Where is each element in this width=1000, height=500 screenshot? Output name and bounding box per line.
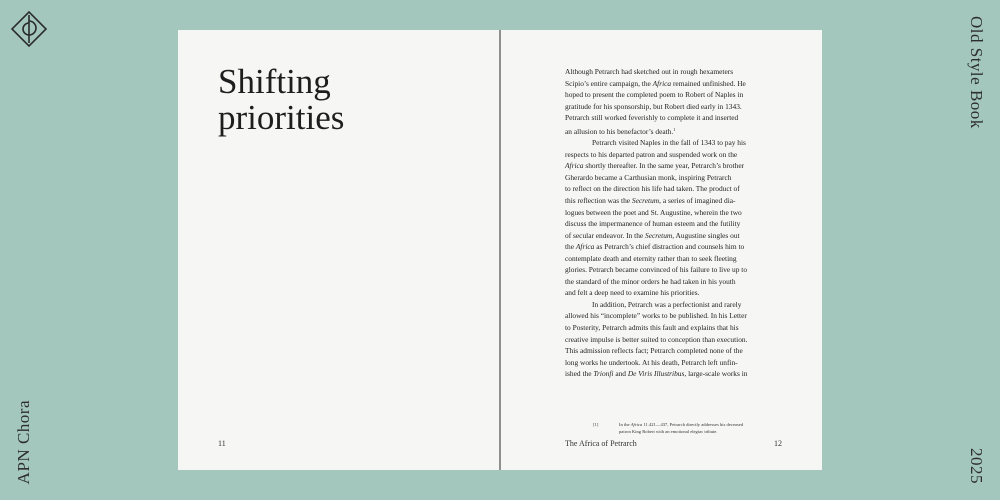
series-title: Old Style Book <box>967 16 986 129</box>
right-page <box>501 30 822 470</box>
body-line: discuss the impermanence of human esteem and the futility <box>565 219 741 229</box>
body-line: creative impulse is better suited to conception than execution. <box>565 334 748 344</box>
body-line: and felt a deep need to examine his priorities. <box>565 288 700 298</box>
brand-name: APN Chora <box>14 399 33 484</box>
body-line: allowed his “incomplete” works to be published. In his Letter <box>565 311 747 321</box>
body-line: This admission reflects fact; Petrarch completed none of the <box>565 346 743 356</box>
body-line: Although Petrarch had sketched out in rough hexameters <box>565 67 734 76</box>
body-line: this reflection was the Secretum, a series of imagined dia- <box>565 196 736 206</box>
body-line: Gherardo became a Carthusian monk, inspiring Petrarch <box>565 172 732 182</box>
body-text <box>565 66 785 380</box>
body-line: Petrarch still worked feverishly to complete it and inserted <box>565 113 739 123</box>
page-number-left: 11 <box>218 439 226 448</box>
body-line: to Posterity, Petrarch admits this fault and explains that his <box>565 323 739 333</box>
footnote-text <box>619 422 789 435</box>
chapter-title-line: Shifting <box>218 62 331 101</box>
chapter-title <box>218 64 344 136</box>
body-line: In addition, Petrarch was a perfectionist and rarely <box>592 299 742 309</box>
monogram-diamond-icon <box>10 10 48 48</box>
body-line: logues between the poet and St. Augustine, wherein the two <box>565 207 742 217</box>
footnote-mark: [1] <box>593 422 599 427</box>
body-line: to reflect on the direction his life had taken. The product of <box>565 184 740 194</box>
footnote-line: In the Africa 11.421—437, Petrarch directly addresses his deceased <box>619 422 744 427</box>
body-line: glories. Petrarch became convinced of his failure to live up to <box>565 265 748 275</box>
footnote-ref[interactable]: 1 <box>673 126 676 132</box>
left-page <box>178 30 499 470</box>
body-line: long works he undertook. At his death, Petrarch left unfin- <box>565 357 738 367</box>
year-label: 2025 <box>967 448 986 484</box>
chapter-title-line: priorities <box>218 98 345 137</box>
body-line: Africa shortly thereafter. In the same year, Petrarch’s brother <box>565 161 745 171</box>
body-line: the standard of the minor orders he had taken in his youth <box>565 276 736 286</box>
body-line: gratitude for his sponsorship, but Robert died early in 1343. <box>565 101 742 111</box>
body-line: of secular endeavor. In the Secretum, Augustine singles out <box>565 230 740 240</box>
body-line: ished the Trionfi and De Viris Illustribus, large-scale works in <box>565 369 748 379</box>
footnote-line: patron King Robert with an emotional elegiac tribute. <box>619 428 718 434</box>
body-line: contemplate death and eternity rather than to seek fleeting <box>565 253 737 263</box>
body-line: Petrarch visited Naples in the fall of 1343 to pay his <box>592 138 746 148</box>
body-line: hoped to present the completed poem to Robert of Naples in <box>565 90 744 100</box>
page-number-right: 12 <box>774 439 782 448</box>
body-line: an allusion to his benefactor’s death.$^1$ <box>565 126 676 136</box>
running-head: The Africa of Petrarch <box>565 439 637 448</box>
body-line: the Africa as Petrarch’s chief distraction and counsels him to <box>565 242 745 252</box>
body-line: respects to his departed patron and suspended work on the <box>565 149 738 159</box>
body-line: Scipio’s entire campaign, the Africa remained unfinished. He <box>565 78 746 88</box>
